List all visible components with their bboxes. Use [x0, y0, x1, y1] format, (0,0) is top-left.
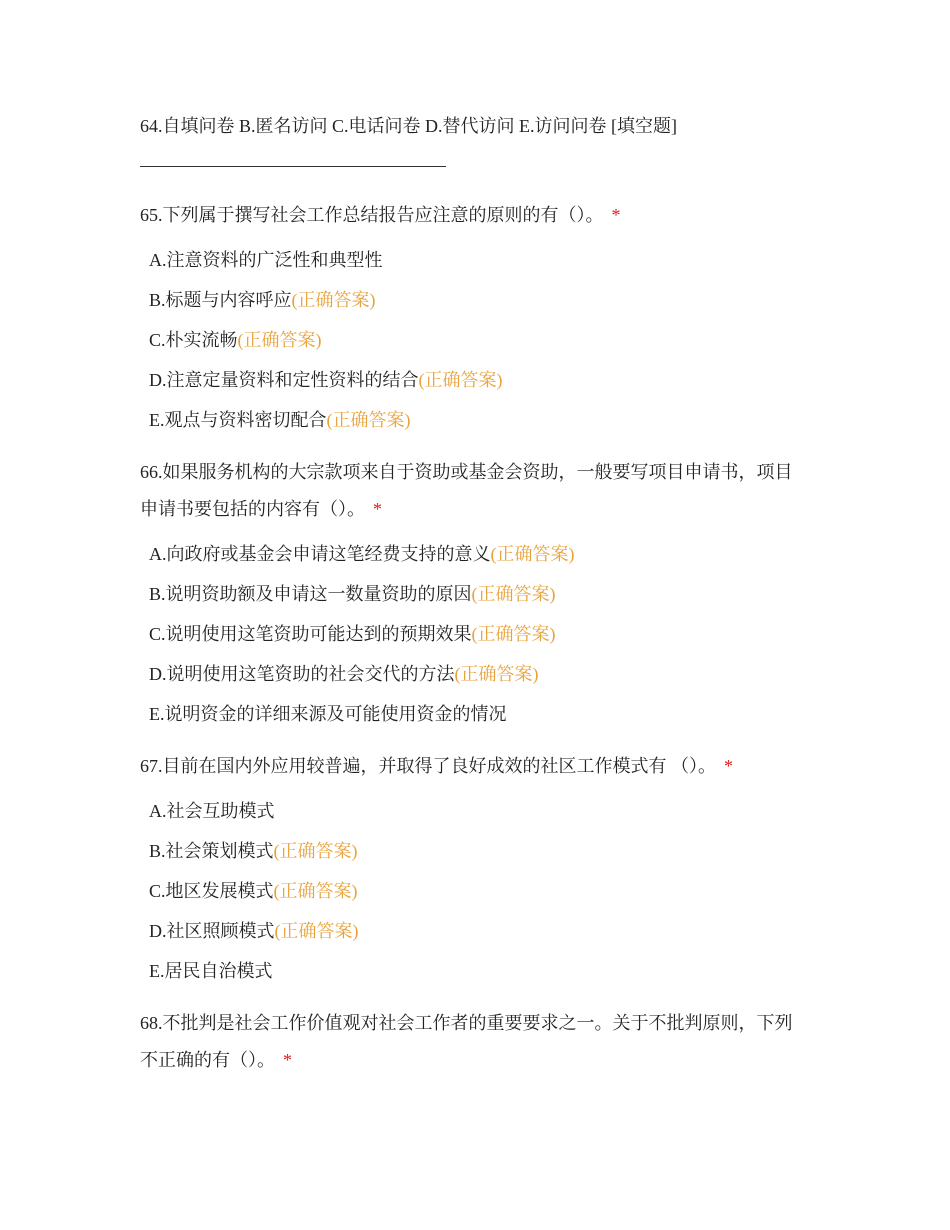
option-text: C.地区发展模式 [149, 881, 274, 901]
question-67-title [140, 748, 810, 785]
required-asterisk: * [611, 205, 621, 225]
correct-answer-label: (正确答案) [418, 370, 503, 390]
question-68 [140, 1005, 810, 1079]
option-65-d[interactable] [149, 360, 810, 400]
option-65-a[interactable] [149, 240, 810, 280]
option-67-a[interactable] [149, 791, 810, 831]
option-text: C.朴实流畅 [149, 330, 238, 350]
question-66-title-text: 66.如果服务机构的大宗款项来自于资助或基金会资助，一般要写项目申请书，项目申请书要包括的内容有（）。 [140, 462, 793, 519]
correct-answer-label: (正确答案) [273, 881, 358, 901]
option-67-e[interactable] [149, 951, 810, 991]
question-68-title-text: 68.不批判是社会工作价值观对社会工作者的重要要求之一。关于不批判原则，下列不正确的有（）。 [140, 1013, 793, 1070]
question-66 [140, 454, 810, 734]
correct-answer-label: (正确答案) [490, 544, 575, 564]
correct-answer-label: (正确答案) [326, 410, 411, 430]
fill-blank-line[interactable] [140, 166, 446, 167]
option-text: E.说明资金的详细来源及可能使用资金的情况 [149, 704, 507, 724]
option-65-c[interactable] [149, 320, 810, 360]
option-65-b[interactable] [149, 280, 810, 320]
question-64-text: 64.自填问卷 B.匿名访问 C.电话问卷 D.替代访问 E.访问问卷 [填空题] [140, 116, 677, 136]
correct-answer-label: (正确答案) [471, 624, 556, 644]
survey-page [140, 108, 810, 1085]
question-66-title [140, 454, 810, 528]
correct-answer-label: (正确答案) [291, 290, 376, 310]
option-66-e[interactable] [149, 694, 810, 734]
option-67-b[interactable] [149, 831, 810, 871]
option-66-a[interactable] [149, 534, 810, 574]
option-text: A.向政府或基金会申请这笔经费支持的意义 [149, 544, 491, 564]
option-65-e[interactable] [149, 400, 810, 440]
required-asterisk: * [283, 1050, 292, 1070]
option-66-d[interactable] [149, 654, 810, 694]
question-spacer [140, 991, 810, 1005]
correct-answer-label: (正确答案) [273, 841, 358, 861]
option-text: B.标题与内容呼应 [149, 290, 292, 310]
option-text: B.说明资助额及申请这一数量资助的原因 [149, 584, 472, 604]
required-asterisk: * [373, 499, 382, 519]
option-66-b[interactable] [149, 574, 810, 614]
option-66-c[interactable] [149, 614, 810, 654]
option-text: C.说明使用这笔资助可能达到的预期效果 [149, 624, 472, 644]
option-text: E.观点与资料密切配合 [149, 410, 327, 430]
question-65 [140, 197, 810, 440]
correct-answer-label: (正确答案) [454, 664, 539, 684]
option-67-c[interactable] [149, 871, 810, 911]
option-text: B.社会策划模式 [149, 841, 274, 861]
option-text: D.注意定量资料和定性资料的结合 [149, 370, 419, 390]
required-asterisk: * [724, 756, 733, 776]
correct-answer-label: (正确答案) [274, 921, 359, 941]
correct-answer-label: (正确答案) [237, 330, 322, 350]
question-65-title-text: 65.下列属于撰写社会工作总结报告应注意的原则的有（）。 [140, 205, 604, 225]
option-text: D.社区照顾模式 [149, 921, 275, 941]
correct-answer-label: (正确答案) [471, 584, 556, 604]
option-text: A.社会互助模式 [149, 801, 275, 821]
option-67-d[interactable] [149, 911, 810, 951]
question-65-title [140, 197, 810, 234]
question-67 [140, 748, 810, 991]
question-spacer [140, 440, 810, 454]
question-spacer [140, 734, 810, 748]
option-text: D.说明使用这笔资助的社会交代的方法 [149, 664, 455, 684]
option-text: E.居民自治模式 [149, 961, 273, 981]
question-68-title [140, 1005, 810, 1079]
question-67-title-text: 67.目前在国内外应用较普遍，并取得了良好成效的社区工作模式有 （）。 [140, 756, 716, 776]
option-text: A.注意资料的广泛性和典型性 [149, 250, 383, 270]
